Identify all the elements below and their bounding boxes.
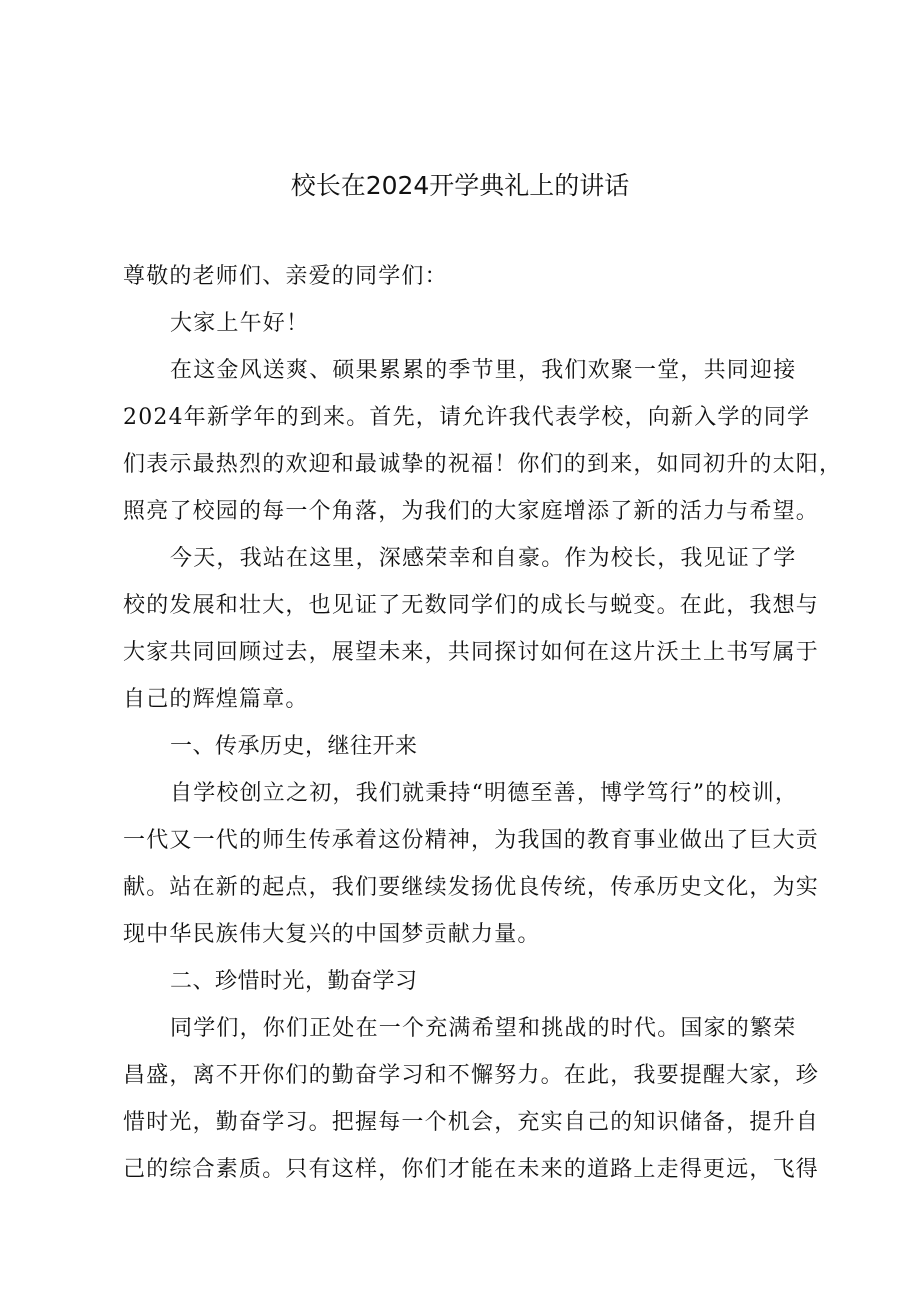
paragraph-line: 们表示最热烈的欢迎和最诚挚的祝福！你们的到来，如同初升的太阳， <box>123 452 843 477</box>
paragraph-line: 自己的辉煌篇章。 <box>123 687 309 712</box>
paragraph-line: 2024年新学年的到来。首先，请允许我代表学校，向新入学的同学 <box>123 405 811 430</box>
paragraph-line: 自学校创立之初，我们就秉持“明德至善，博学笃行”的校训， <box>170 781 799 806</box>
salutation-line: 尊敬的老师们、亲爱的同学们： <box>123 264 448 289</box>
document-body <box>123 253 843 1193</box>
paragraph-line: 校的发展和壮大，也见证了无数同学们的成长与蜕变。在此，我想与 <box>123 593 820 618</box>
section-heading: 二、珍惜时光，勤奋学习 <box>170 969 418 994</box>
paragraph-line: 一代又一代的师生传承着这份精神，为我国的教育事业做出了巨大贡 <box>123 828 820 853</box>
paragraph-line: 献。站在新的起点，我们要继续发扬优良传统，传承历史文化，为实 <box>123 875 820 900</box>
paragraph-line: 今天，我站在这里，深感荣幸和自豪。作为校长，我见证了学 <box>170 546 797 571</box>
paragraph-line: 现中华民族伟大复兴的中国梦贡献力量。 <box>123 922 541 947</box>
greeting-line: 大家上午好！ <box>170 311 310 336</box>
document-title: 校长在2024开学典礼上的讲话 <box>290 171 630 200</box>
paragraph-line: 照亮了校园的每一个角落，为我们的大家庭增添了新的活力与希望。 <box>123 499 820 524</box>
paragraph-line: 己的综合素质。只有这样，你们才能在未来的道路上走得更远，飞得 <box>123 1157 820 1182</box>
paragraph-line: 惜时光，勤奋学习。把握每一个机会，充实自己的知识储备，提升自 <box>123 1110 820 1135</box>
paragraph-line: 大家共同回顾过去，展望未来，共同探讨如何在这片沃土上书写属于 <box>123 640 820 665</box>
paragraph-line: 同学们，你们正处在一个充满希望和挑战的时代。国家的繁荣 <box>170 1016 797 1041</box>
section-heading: 一、传承历史，继往开来 <box>170 734 418 759</box>
paragraph-line: 昌盛，离不开你们的勤奋学习和不懈努力。在此，我要提醒大家，珍 <box>123 1063 820 1088</box>
paragraph-line: 在这金风送爽、硕果累累的季节里，我们欢聚一堂，共同迎接 <box>170 358 797 383</box>
